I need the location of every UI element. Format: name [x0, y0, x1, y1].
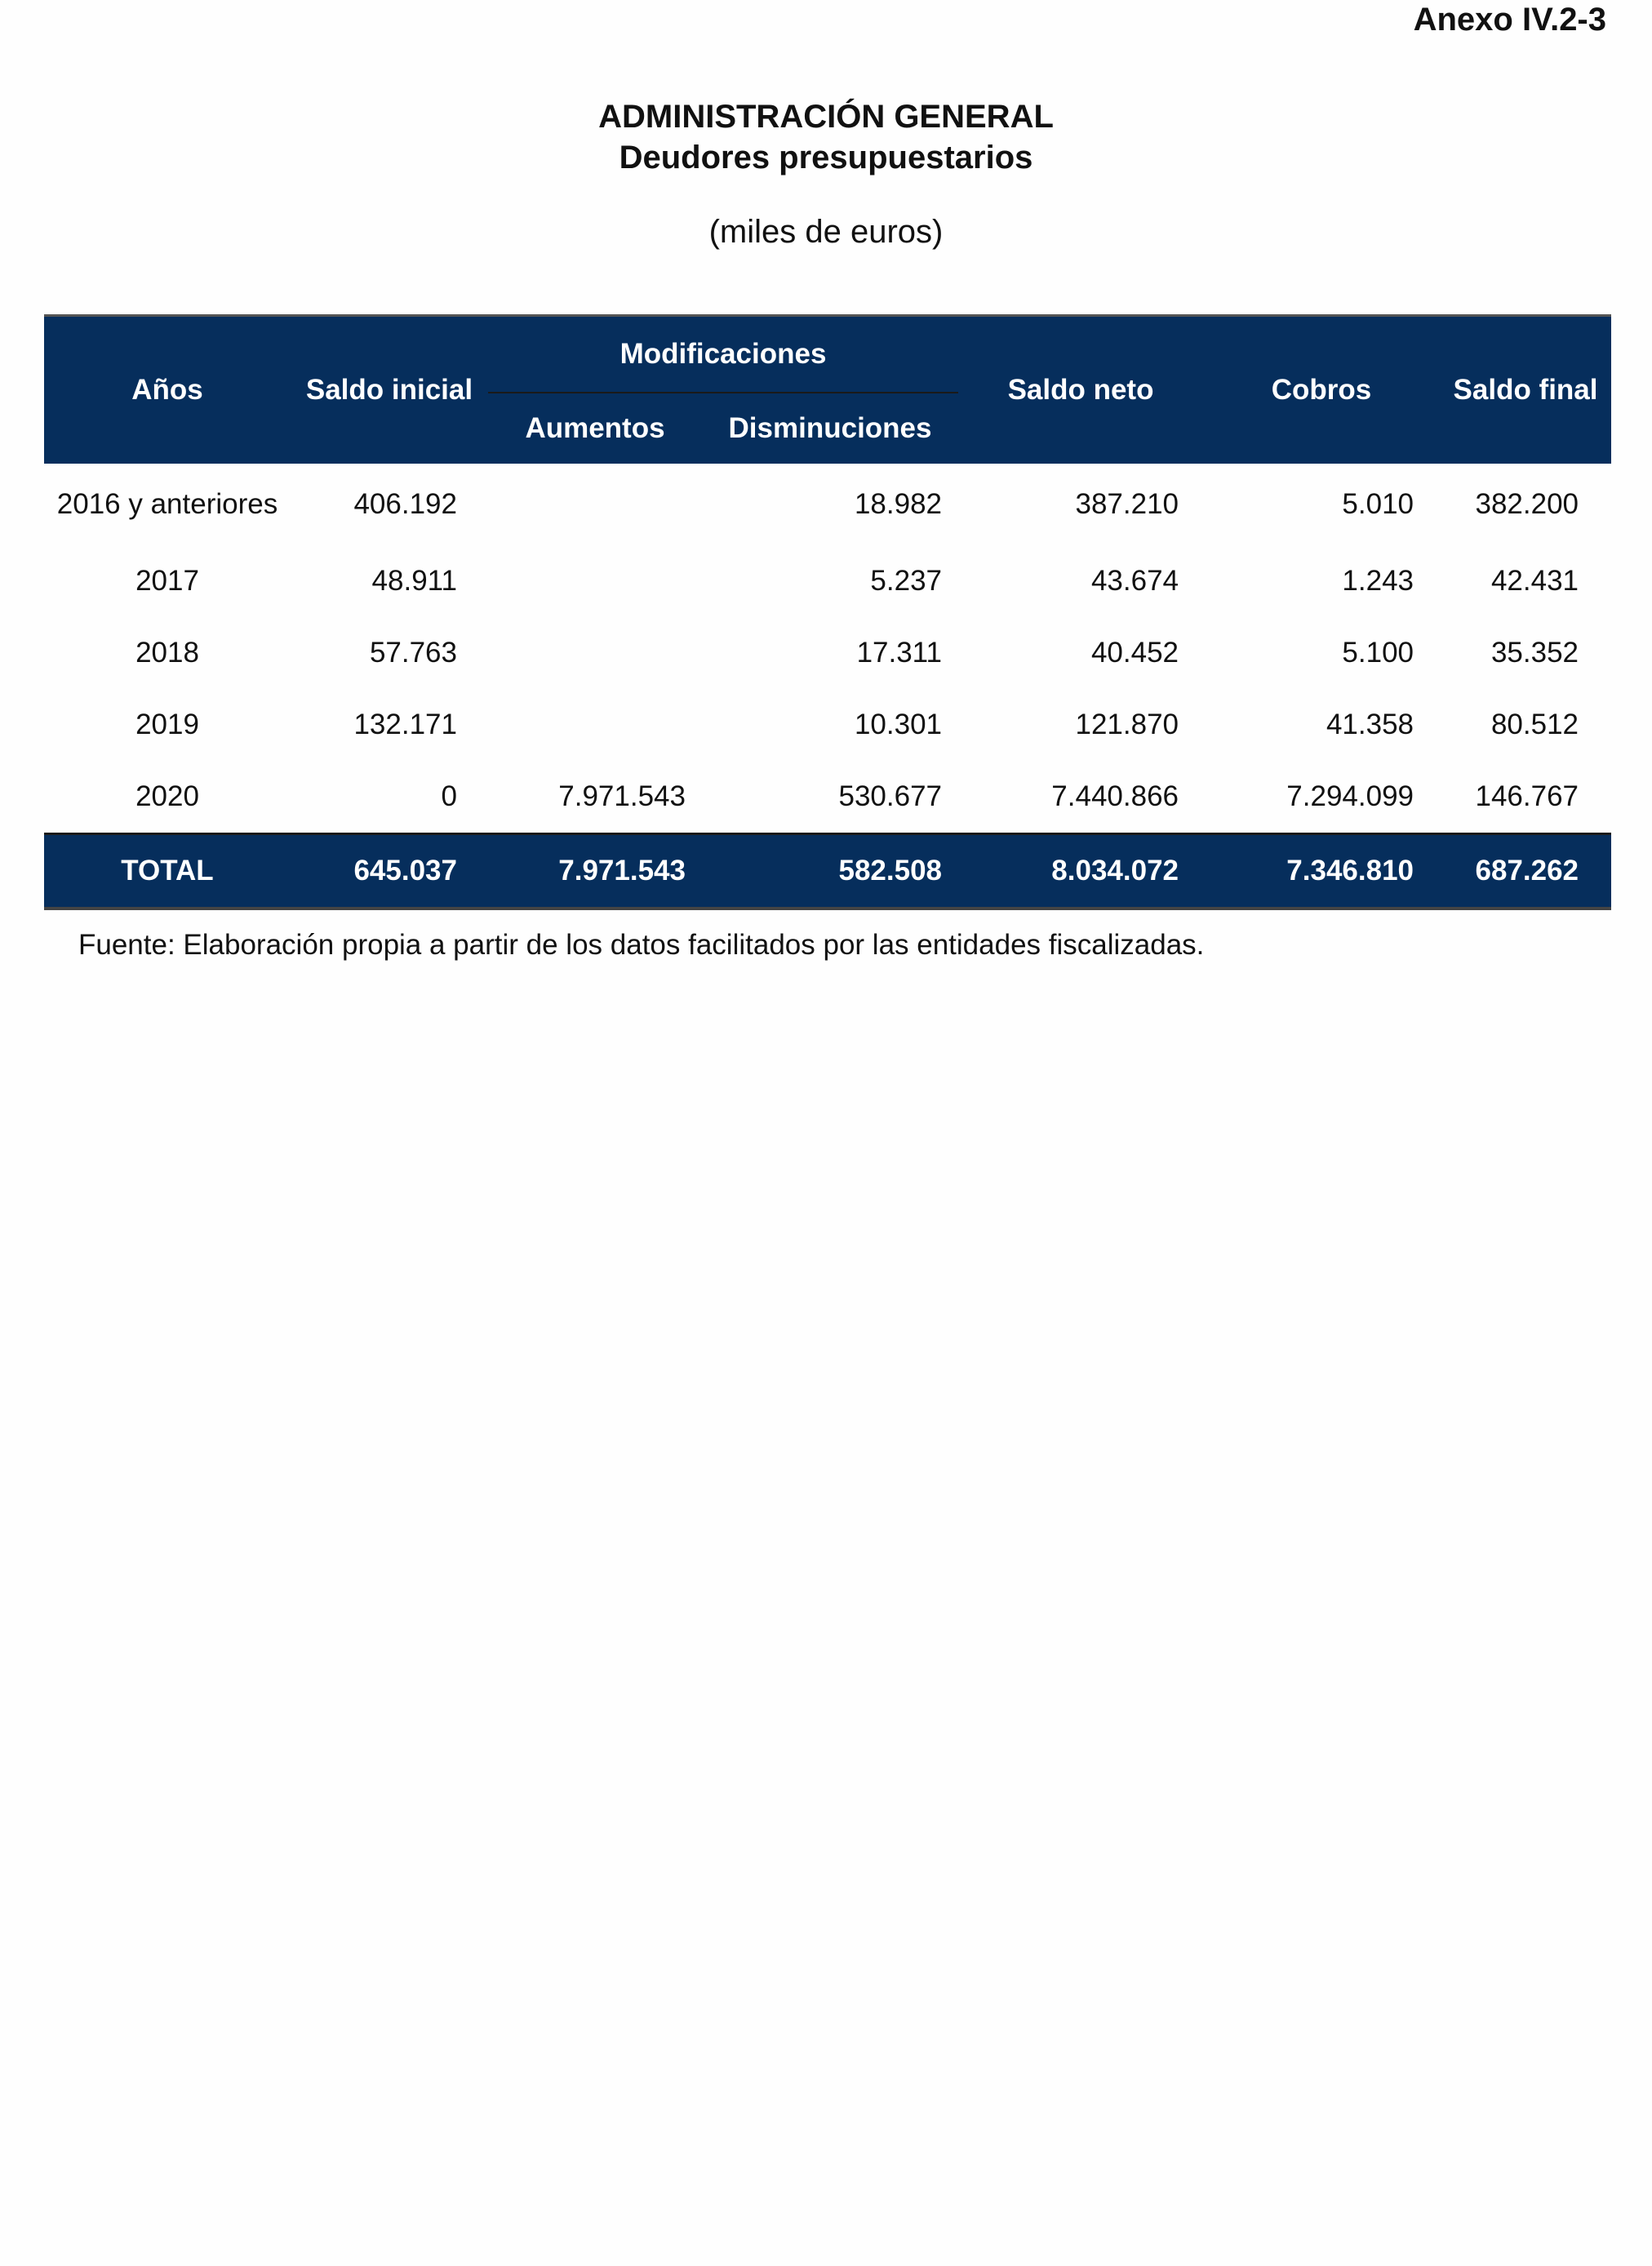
header-cobros: Cobros	[1203, 316, 1440, 464]
cell-disminuciones: 17.311	[856, 637, 943, 669]
header-aumentos: Aumentos	[488, 393, 702, 464]
total-saldo-inicial: 645.037	[291, 834, 488, 909]
title-line-2: Deudores presupuestarios	[619, 140, 1033, 176]
cell-saldo-final: 382.200	[1475, 488, 1579, 520]
cell-year: 2018	[135, 637, 199, 669]
cell-aumentos	[488, 545, 702, 617]
total-aumentos: 7.971.543	[488, 834, 702, 909]
cell-disminuciones: 10.301	[854, 709, 943, 740]
cell-saldo-final: 35.352	[1490, 637, 1579, 669]
cell-saldo-neto: 40.452	[1090, 637, 1179, 669]
total-cobros: 7.346.810	[1203, 834, 1440, 909]
total-row	[44, 834, 1611, 909]
cell-saldo-neto: 7.440.866	[1051, 780, 1179, 812]
cell-saldo-inicial: 57.763	[369, 637, 457, 669]
cell-cobros: 1.243	[1342, 565, 1414, 597]
cell-year: 2017	[135, 565, 199, 597]
cell-cobros: 7.294.099	[1286, 780, 1414, 812]
cell-saldo-final: 80.512	[1490, 709, 1579, 740]
cell-aumentos	[488, 617, 702, 689]
cell-saldo-inicial: 0	[441, 780, 457, 812]
cell-aumentos: 7.971.543	[558, 780, 686, 812]
cell-saldo-neto: 387.210	[1075, 488, 1179, 520]
cell-saldo-inicial: 406.192	[353, 488, 457, 520]
cell-saldo-neto: 121.870	[1075, 709, 1179, 740]
table-row	[44, 545, 1611, 617]
debtors-table	[44, 314, 1611, 910]
cell-saldo-inicial: 132.171	[353, 709, 457, 740]
title-line-1: ADMINISTRACIÓN GENERAL	[598, 99, 1054, 135]
table-row	[44, 464, 1611, 545]
cell-aumentos	[488, 464, 702, 545]
annex-label: Anexo IV.2-3	[1413, 2, 1606, 38]
cell-disminuciones: 5.237	[870, 565, 943, 597]
cell-cobros: 5.010	[1342, 488, 1414, 520]
header-disminuciones: Disminuciones	[702, 393, 958, 464]
total-saldo-neto: 8.034.072	[958, 834, 1203, 909]
header-saldo-final: Saldo final	[1440, 316, 1611, 464]
cell-cobros: 5.100	[1342, 637, 1414, 669]
units-label: (miles de euros)	[708, 214, 944, 250]
cell-disminuciones: 530.677	[838, 780, 943, 812]
cell-year: 2019	[135, 709, 199, 740]
cell-aumentos	[488, 689, 702, 761]
cell-saldo-inicial: 48.911	[371, 565, 457, 597]
cell-saldo-final: 146.767	[1475, 780, 1579, 812]
total-label: TOTAL	[44, 834, 291, 909]
cell-year: 2016 y anteriores	[56, 488, 278, 520]
header-years: Años	[44, 316, 291, 464]
total-disminuciones: 582.508	[702, 834, 958, 909]
table-row	[44, 617, 1611, 689]
cell-disminuciones: 18.982	[854, 488, 943, 520]
cell-cobros: 41.358	[1326, 709, 1414, 740]
page-title	[0, 96, 1652, 178]
header-modificaciones: Modificaciones	[488, 316, 958, 393]
cell-saldo-final: 42.431	[1490, 565, 1579, 597]
header-saldo-inicial: Saldo inicial	[291, 316, 488, 464]
table-row	[44, 689, 1611, 761]
total-saldo-final: 687.262	[1440, 834, 1611, 909]
source-note: Fuente: Elaboración propia a partir de los datos facilitados por las entidades fiscalizadas.	[78, 929, 1205, 961]
cell-saldo-neto: 43.674	[1090, 565, 1179, 597]
table-row	[44, 761, 1611, 834]
header-saldo-neto: Saldo neto	[958, 316, 1203, 464]
cell-year: 2020	[135, 780, 199, 812]
table-header	[44, 316, 1611, 464]
